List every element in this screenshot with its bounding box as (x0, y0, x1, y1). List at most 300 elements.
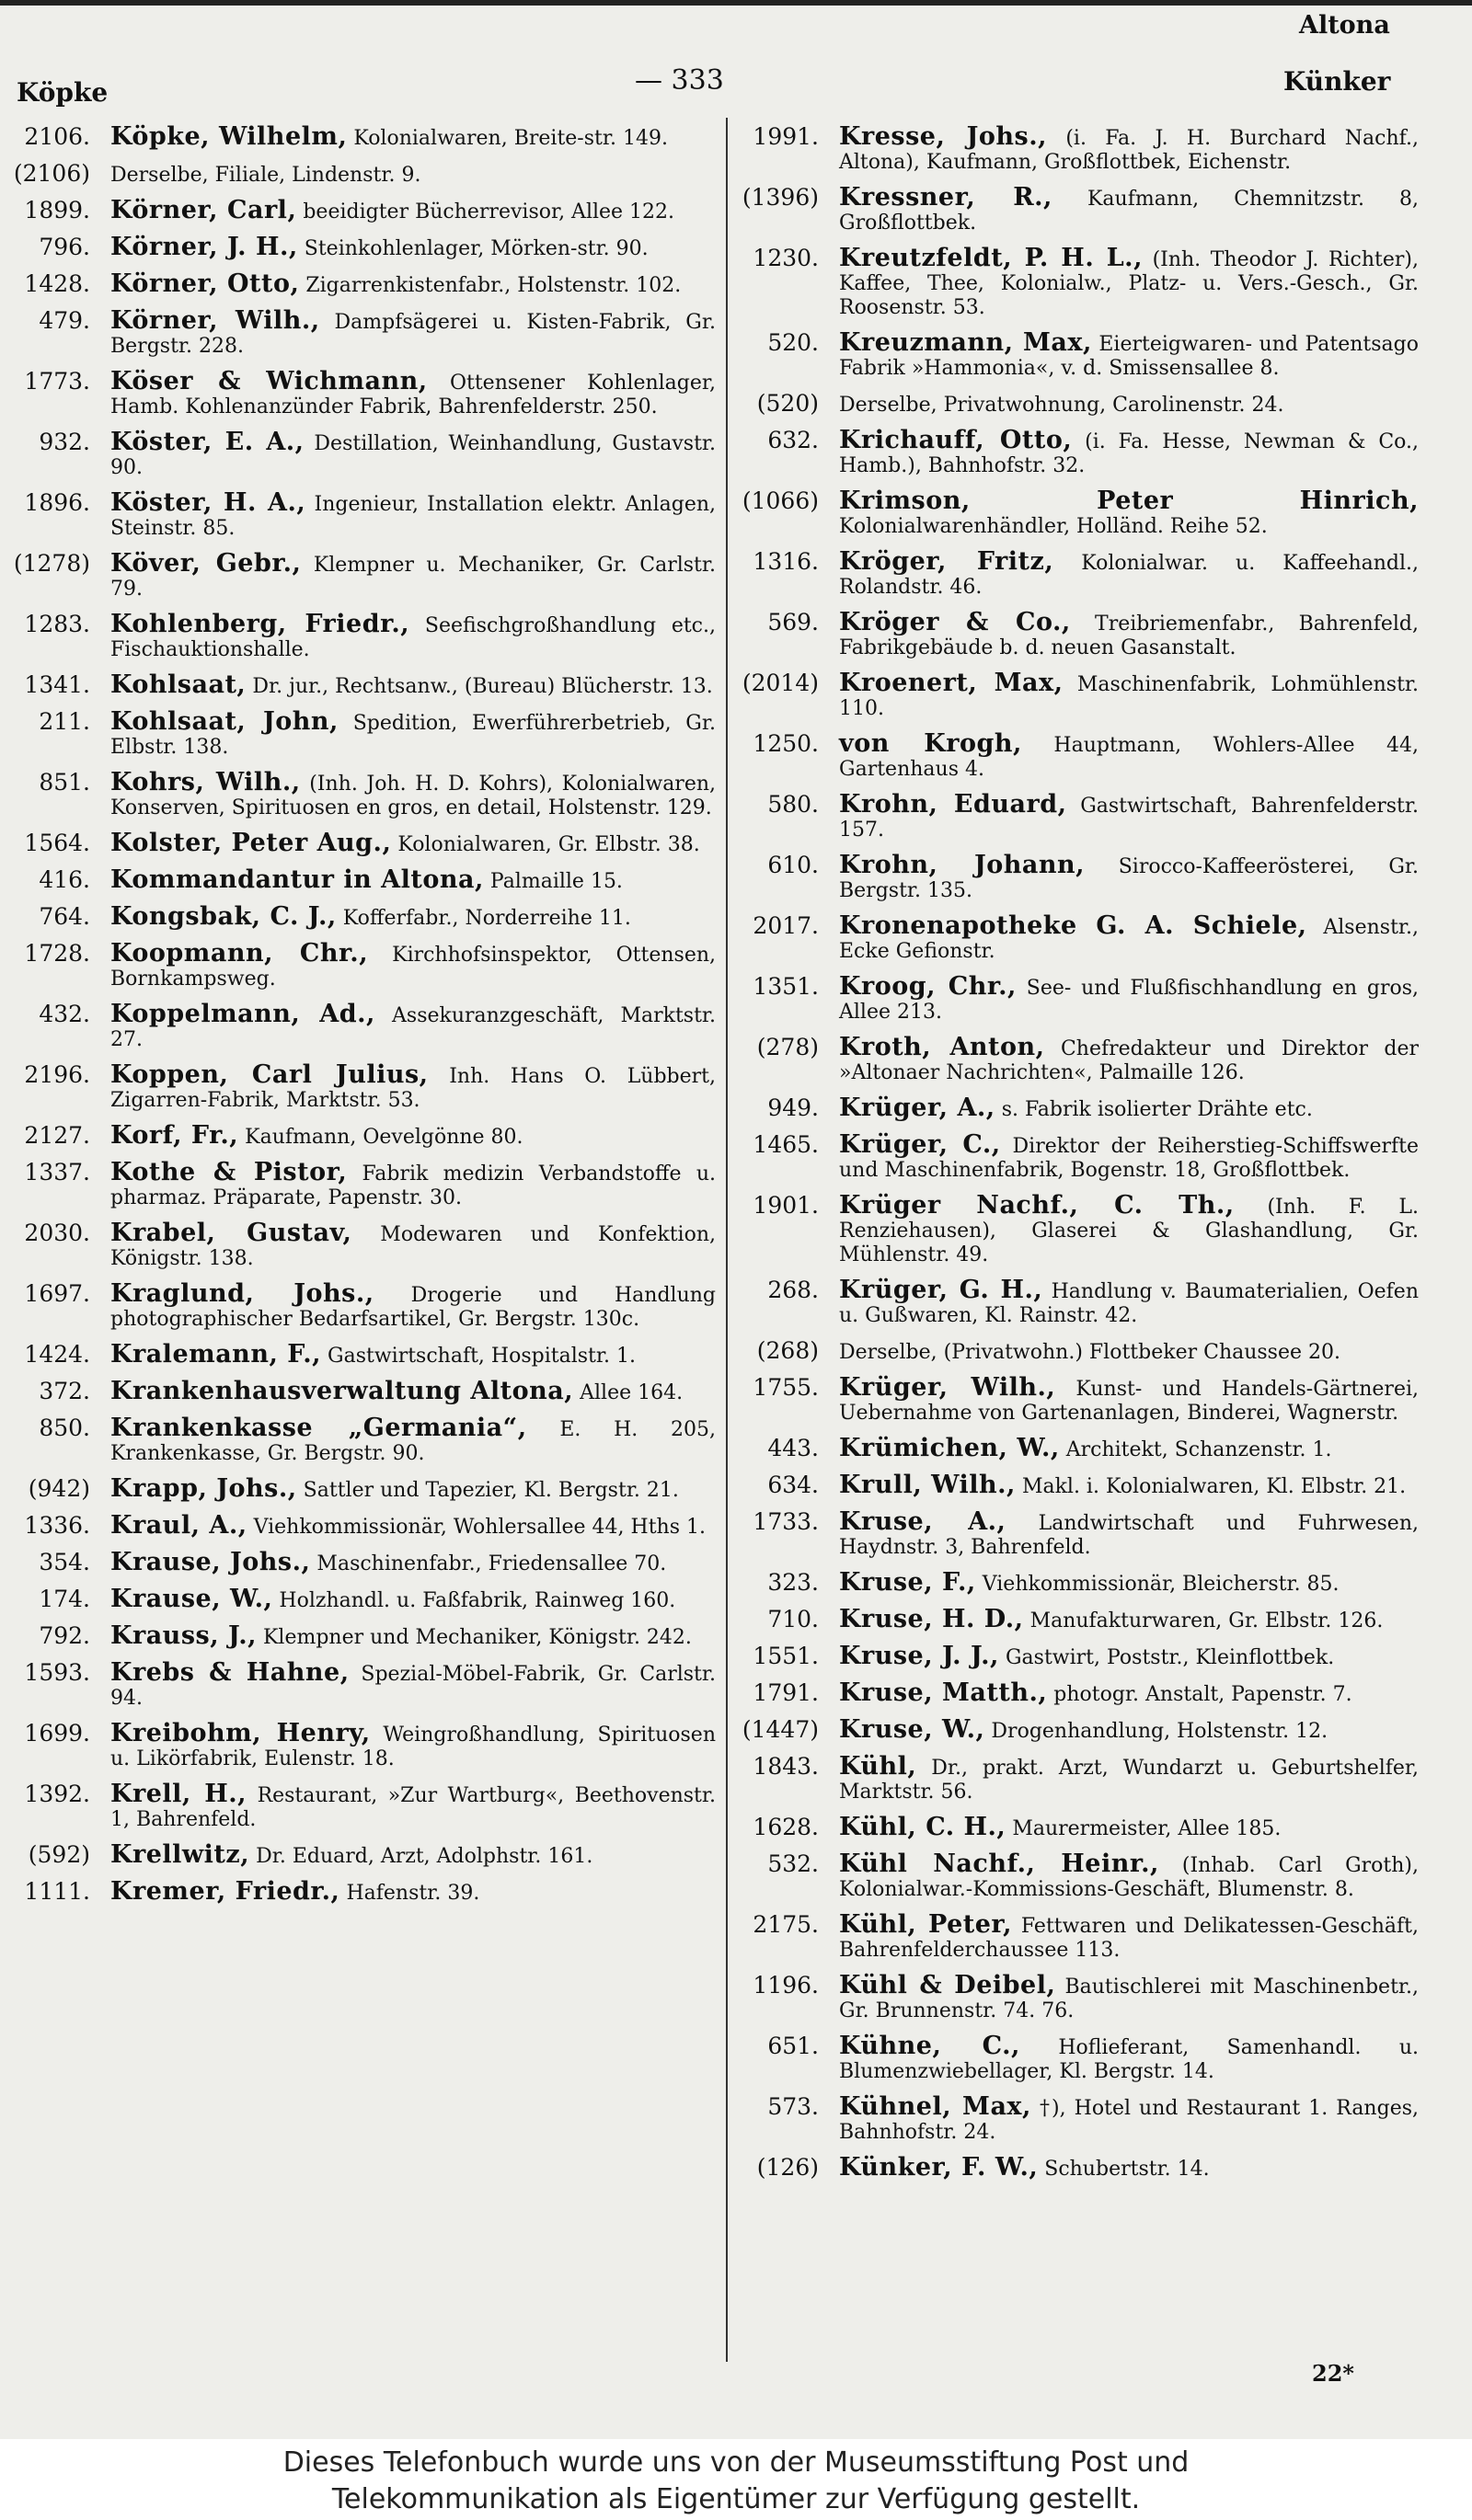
entry-phone-number: (1066) (742, 487, 819, 514)
entry-body (110, 1658, 716, 1711)
entry-body (110, 1511, 716, 1540)
entry-name: Kressner, R., (839, 183, 1052, 212)
entry-phone-number: 1733. (753, 1508, 819, 1535)
directory-entry (736, 1373, 1419, 1426)
entry-name: Krüger Nachf., C. Th., (839, 1191, 1235, 1220)
entry-phone-number: 1283. (24, 611, 90, 637)
entry-phone-number: 1755. (753, 1374, 819, 1401)
entry-body (110, 865, 716, 894)
header-right-keyword: Künker (1283, 66, 1391, 97)
entry-phone-number: 580. (767, 791, 819, 818)
entry-details: Kolonialwaren, Gr. Elbstr. 38. (397, 833, 700, 856)
entry-phone-number: 1843. (753, 1753, 819, 1780)
entry-details: Maurermeister, Allee 185. (1012, 1817, 1282, 1840)
entry-name: Kongsbak, C. J., (110, 902, 337, 931)
entry-details: Dr. jur., Rechtsanw., (Bureau) Blücherstr. 13. (252, 675, 713, 698)
entry-phone-number: 432. (39, 1001, 90, 1027)
right-column (736, 122, 1420, 2193)
entry-body (110, 430, 716, 480)
entry-body (839, 426, 1420, 478)
entry-name: Körner, Otto, (110, 269, 300, 298)
entry-phone-number: 1336. (24, 1512, 90, 1539)
entry-body (110, 196, 716, 224)
entry-phone-number: 1791. (753, 1679, 819, 1706)
entry-name: Kremer, Friedr., (110, 1877, 340, 1906)
entry-details: Schubertstr. 14. (1044, 2158, 1210, 2181)
entry-body (839, 1644, 1419, 1670)
entry-body (110, 1474, 716, 1503)
entry-details: Alsenstr., Ecke Gefionstr. (839, 916, 1419, 963)
directory-entry (736, 1971, 1419, 2023)
entry-phone-number: 354. (39, 1549, 90, 1575)
directory-entry (736, 1096, 1419, 1122)
entry-name: Krüger, C., (839, 1130, 1001, 1159)
directory-entry (736, 1852, 1419, 1902)
entry-name: Krause, Johs., (110, 1548, 311, 1576)
entry-details: Seefischgroßhandlung etc., Fischauktionshalle. (110, 614, 716, 661)
entry-body (839, 1568, 1419, 1597)
entry-body (839, 1507, 1419, 1560)
directory-entry (7, 1377, 716, 1405)
entry-details: Direktor der Reiherstieg-Schiffswerfte und Maschinenfabrik, Bogenstr. 18, Großflottbek. (839, 1135, 1419, 1182)
entry-details: (Inhab. Carl Groth), Kolonialwar.-Kommissions-Geschäft, Blumenstr. 8. (839, 1854, 1419, 1901)
entry-body (839, 183, 1419, 235)
signature-mark: 22* (1312, 2360, 1354, 2387)
entry-phone-number: 796. (39, 234, 90, 260)
entry-details: Gastwirt, Poststr., Kleinflottbek. (1005, 1646, 1335, 1669)
entry-name: Koppelmann, Ad., (110, 1000, 375, 1028)
entry-body (839, 1033, 1419, 1085)
entry-details: Modewaren und Konfektion, Königstr. 138. (110, 1223, 717, 1270)
entry-phone-number: 1773. (24, 368, 90, 395)
directory-entry (7, 162, 716, 188)
entry-body (110, 122, 716, 151)
entry-name: Köster, H. A., (110, 488, 306, 517)
entry-body (839, 1813, 1419, 1841)
entry-phone-number: 573. (767, 2093, 819, 2120)
footer-line-1: Dieses Telefonbuch wurde uns von der Museumsstiftung Post und (282, 2446, 1190, 2479)
entry-body (839, 671, 1419, 721)
directory-entry (736, 1715, 1419, 1744)
entry-body (110, 162, 716, 188)
entry-body (110, 939, 717, 991)
directory-entry (7, 367, 716, 419)
entry-body (839, 1715, 1419, 1744)
directory-entry (7, 196, 716, 224)
entry-body (110, 1158, 716, 1210)
entry-name: Krull, Wilh., (839, 1471, 1016, 1499)
entry-name: Kruse, W., (839, 1715, 985, 1744)
directory-entry (7, 831, 716, 857)
directory-entry (736, 1507, 1419, 1560)
entry-body (110, 235, 716, 261)
entry-body (839, 547, 1420, 600)
entry-body (839, 1130, 1419, 1183)
entry-name: Krebs & Hahne, (110, 1658, 350, 1687)
entry-details: Ottensener Kohlenlager, Hamb. Kohlenanzünder Fabrik, Bahrenfelderstr. 250. (110, 372, 716, 418)
entry-phone-number: (278) (756, 1034, 819, 1060)
entry-phone-number: (1278) (13, 550, 90, 577)
entry-name: Kroog, Chr., (839, 972, 1017, 1001)
entry-body (110, 1548, 716, 1576)
entry-phone-number: (942) (28, 1475, 90, 1502)
entry-name: Krabel, Gustav, (110, 1219, 352, 1247)
entry-phone-number: 569. (767, 609, 819, 636)
entry-phone-number: 1111. (24, 1878, 90, 1905)
entry-body (839, 489, 1419, 539)
entry-phone-number: (2014) (742, 670, 819, 696)
entry-body (839, 1434, 1419, 1462)
entry-body (839, 392, 1419, 418)
entry-details: Kaufmann, Chemnitzstr. 8, Großflottbek. (839, 188, 1419, 235)
directory-entry (7, 1060, 717, 1113)
entry-details: s. Fabrik isolierter Drähte etc. (1001, 1098, 1313, 1121)
column-divider (726, 118, 728, 2362)
entry-phone-number: 850. (39, 1415, 90, 1441)
entry-details: Handlung v. Baumaterialien, Oefen u. Gußwaren, Kl. Rainstr. 42. (839, 1280, 1419, 1327)
entry-details: (Inh. Theodor J. Richter), Kaffee, Thee, Kolonialw., Platz- u. Vers.-Gesch., Gr. Roosenstr. 53. (839, 248, 1419, 319)
entry-name: Krankenkasse „Germania“, (110, 1414, 527, 1442)
directory-entry (736, 1752, 1419, 1804)
directory-entry (7, 1840, 716, 1869)
entry-phone-number: 1991. (753, 123, 819, 150)
entry-details: Architekt, Schanzenstr. 1. (1065, 1438, 1332, 1461)
entry-name: Krellwitz, (110, 1840, 250, 1869)
entry-name: Körner, Carl, (110, 196, 297, 224)
footer-line-2: Telekommunikation als Eigentümer zur Verfügung gestellt. (331, 2483, 1141, 2515)
directory-entry (7, 1279, 716, 1332)
entry-details: Destillation, Weinhandlung, Gustavstr. 90. (110, 432, 717, 479)
directory-entry (7, 549, 716, 601)
entry-details: Klempner und Mechaniker, Königstr. 242. (263, 1626, 692, 1649)
directory-entry (736, 1278, 1419, 1328)
directory-entry (736, 2092, 1419, 2145)
directory-entry (736, 1473, 1419, 1499)
entry-name: Krümichen, W., (839, 1434, 1060, 1462)
entry-phone-number: (520) (756, 390, 819, 417)
entry-details: Chefredakteur und Direktor der »Altonaer Nachrichten«, Palmaille 126. (839, 1037, 1419, 1084)
entry-phone-number: 532. (767, 1850, 819, 1877)
directory-entry (7, 1658, 716, 1711)
entry-phone-number: 632. (767, 427, 819, 453)
entry-details: Dr., prakt. Arzt, Wundarzt u. Geburtshelfer, Marktstr. 56. (839, 1757, 1419, 1804)
entry-phone-number: (592) (28, 1841, 90, 1868)
directory-entry (736, 729, 1419, 782)
entry-phone-number: 268. (767, 1277, 819, 1303)
entry-body (110, 831, 716, 857)
entry-phone-number: (126) (756, 2154, 819, 2181)
entry-phone-number: 1424. (24, 1341, 90, 1368)
entry-phone-number: 1230. (753, 245, 819, 271)
entry-name: Kohlsaat, John, (110, 707, 339, 736)
entry-details: Hauptmann, Wohlers-Allee 44, Gartenhaus 4. (839, 734, 1419, 781)
entry-name: Krapp, Johs., (110, 1474, 297, 1503)
entry-details: Holzhandl. u. Faßfabrik, Rainweg 160. (279, 1589, 676, 1612)
entry-body (839, 1752, 1419, 1804)
entry-body (839, 1971, 1419, 2023)
entry-body (839, 2034, 1419, 2084)
entry-details: Dr. Eduard, Arzt, Adolphstr. 161. (256, 1845, 593, 1868)
entry-name: Krankenhausverwaltung Altona, (110, 1377, 574, 1405)
header-left-keyword: Köpke (17, 77, 109, 108)
entry-phone-number: 1465. (753, 1131, 819, 1158)
entry-name: Kolster, Peter Aug., (110, 829, 392, 857)
entry-details: Derselbe, (Privatwohn.) Flottbeker Chaussee 20. (839, 1341, 1340, 1364)
entry-name: Kothe & Pistor, (110, 1158, 348, 1186)
entry-name: Kralemann, F., (110, 1340, 321, 1369)
entry-body (110, 367, 716, 419)
entry-details: Restaurant, »Zur Wartburg«, Beethovenstr. 1, Bahrenfeld. (110, 1784, 716, 1831)
entry-body (839, 1852, 1419, 1902)
entry-details: Maschinenfabr., Friedensallee 70. (316, 1552, 667, 1575)
entry-details: Drogerie und Handlung photographischer Bedarfsartikel, Gr. Bergstr. 130c. (110, 1284, 716, 1331)
directory-entry (736, 2034, 1419, 2084)
entry-name: Kruse, A., (839, 1507, 1006, 1536)
entry-body (110, 1279, 716, 1332)
entry-name: Köser & Wichmann, (110, 367, 428, 395)
entry-details: Weingroßhandlung, Spirituosen u. Likörfabrik, Eulenstr. 18. (110, 1724, 716, 1770)
entry-details: Palmaille 15. (489, 870, 623, 893)
entry-body (110, 549, 716, 601)
entry-details: Manufakturwaren, Gr. Elbstr. 126. (1029, 1609, 1384, 1632)
directory-entry (736, 1033, 1419, 1085)
directory-entry (736, 246, 1419, 320)
directory-entry (7, 306, 716, 359)
entry-details: Viehkommissionär, Bleicherstr. 85. (982, 1573, 1340, 1596)
directory-entry (736, 1605, 1419, 1633)
entry-phone-number: 1428. (24, 270, 90, 297)
entry-details: Sirocco-Kaffeerösterei, Gr. Bergstr. 135. (839, 855, 1419, 902)
entry-details: Kunst- und Handels-Gärtnerei, Uebernahme von Gartenanlagen, Binderei, Wagnerstr. (839, 1378, 1419, 1425)
entry-body (839, 1473, 1419, 1499)
entry-body (839, 1339, 1419, 1365)
entry-name: Kruse, Matth., (839, 1678, 1048, 1707)
directory-entry (736, 2153, 1419, 2182)
entry-details: Kolonialwaren, Breite-str. 149. (353, 127, 668, 150)
directory-entry (736, 1910, 1419, 1963)
entry-phone-number: 1337. (24, 1159, 90, 1186)
entry-name: Kühne, C., (839, 2032, 1020, 2060)
entry-phone-number: (1447) (742, 1716, 819, 1743)
entry-details: Spezial-Möbel-Fabrik, Gr. Carlstr. 94. (110, 1663, 716, 1710)
entry-body (839, 729, 1419, 782)
entry-phone-number: 1593. (24, 1659, 90, 1686)
entry-phone-number: 520. (767, 329, 819, 356)
entry-body (839, 608, 1419, 660)
entry-name: Kreutzfeldt, P. H. L., (839, 244, 1143, 272)
entry-name: Kroenert, Max, (839, 669, 1064, 697)
entry-body (839, 1096, 1419, 1122)
entry-body (110, 1121, 716, 1150)
entry-details: Kolonialwar. u. Kaffeehandl., Rolandstr. 46. (839, 552, 1420, 599)
entry-phone-number: 710. (767, 1606, 819, 1632)
entry-phone-number: 1551. (753, 1643, 819, 1669)
entry-body (839, 853, 1419, 903)
entry-body (839, 1278, 1419, 1328)
entry-details: Derselbe, Filiale, Lindenstr. 9. (110, 164, 421, 187)
directory-entry (7, 610, 716, 662)
entry-body (110, 1416, 716, 1466)
directory-entry (736, 1678, 1419, 1707)
entry-body (110, 1782, 716, 1832)
entry-phone-number: (2106) (13, 160, 90, 187)
entry-name: Kraglund, Johs., (110, 1279, 374, 1308)
entry-body (839, 1191, 1419, 1267)
entry-body (110, 707, 716, 760)
entry-phone-number: 851. (39, 769, 90, 796)
entry-details: Zigarrenkistenfabr., Holstenstr. 102. (305, 274, 682, 297)
entry-phone-number: 2175. (753, 1911, 819, 1938)
entry-name: Krüger, G. H., (839, 1276, 1043, 1304)
entry-phone-number: 372. (39, 1378, 90, 1404)
entry-body (839, 1373, 1419, 1426)
entry-details: †), Hotel und Restaurant 1. Ranges, Bahnhofstr. 24. (839, 2097, 1419, 2144)
entry-name: Kroth, Anton, (839, 1033, 1045, 1061)
entry-phone-number: 1564. (24, 830, 90, 856)
entry-body (110, 1621, 716, 1650)
directory-entry (736, 972, 1419, 1025)
entry-phone-number: 1250. (753, 730, 819, 757)
entry-name: von Krogh, (839, 729, 1022, 758)
directory-entry (7, 1548, 716, 1576)
entry-body (110, 1377, 716, 1405)
entry-body (110, 1877, 716, 1906)
entry-name: Körner, J. H., (110, 233, 298, 261)
entry-name: Kresse, Johs., (839, 122, 1047, 151)
directory-entry (736, 1813, 1419, 1841)
directory-entry (736, 1130, 1419, 1183)
entry-name: Kohlsaat, (110, 670, 247, 699)
entry-name: Krüger, A., (839, 1094, 995, 1122)
entry-body (839, 2153, 1419, 2182)
directory-entry (736, 489, 1419, 539)
directory-entry (7, 430, 716, 480)
entry-details: See- und Flußfischhandlung en gros, Allee 213. (839, 977, 1419, 1024)
entry-details: Allee 164. (580, 1381, 684, 1404)
entry-phone-number: 2127. (24, 1122, 90, 1149)
entry-phone-number: 1901. (753, 1192, 819, 1219)
entry-phone-number: 416. (39, 866, 90, 893)
entry-phone-number: 1699. (24, 1720, 90, 1747)
entry-body (110, 1340, 716, 1369)
entry-phone-number: 174. (39, 1586, 90, 1612)
entry-body (839, 1605, 1419, 1633)
entry-body (839, 122, 1419, 175)
entry-name: Krichauff, Otto, (839, 426, 1073, 454)
entry-name: Kreuzmann, Max, (839, 328, 1092, 357)
entry-name: Kohrs, Wilh., (110, 768, 301, 796)
entry-phone-number: 764. (39, 903, 90, 930)
entry-body (839, 328, 1419, 381)
entry-details: Drogenhandlung, Holstenstr. 12. (991, 1720, 1328, 1743)
directory-entry (736, 122, 1419, 175)
top-border (0, 0, 1472, 6)
directory-entry (736, 426, 1420, 478)
entry-body (110, 902, 716, 931)
directory-entry (7, 235, 716, 261)
directory-entry (736, 911, 1419, 964)
directory-entry (736, 1434, 1419, 1462)
entry-details: Landwirtschaft und Fuhrwesen, Haydnstr. 3, Bahrenfeld. (839, 1512, 1419, 1559)
entry-phone-number: 1728. (24, 940, 90, 967)
entry-body (839, 246, 1419, 320)
directory-entry (7, 1221, 716, 1271)
entry-phone-number: 1392. (24, 1781, 90, 1807)
directory-entry (7, 865, 716, 894)
entry-phone-number: 1196. (753, 1972, 819, 1999)
entry-details: Spedition, Ewerführerbetrieb, Gr. Elbstr. 138. (110, 712, 716, 759)
directory-entry (7, 488, 716, 541)
entry-body (110, 610, 716, 662)
entry-body (110, 1587, 716, 1613)
entry-phone-number: 1341. (24, 671, 90, 698)
entry-name: Köster, E. A., (110, 428, 305, 456)
entry-details: Makl. i. Kolonialwaren, Kl. Elbstr. 21. (1021, 1475, 1407, 1498)
entry-details: Viehkommissionär, Wohlersallee 44, Hths 1. (253, 1516, 706, 1539)
directory-entry (736, 790, 1419, 842)
directory-entry (7, 269, 716, 298)
entry-details: Kolonialwarenhändler, Holländ. Reihe 52. (839, 515, 1268, 538)
directory-entry (7, 670, 716, 699)
entry-details: Kirchhofsinspektor, Ottensen, Bornkampsweg. (110, 944, 717, 991)
entry-details: Derselbe, Privatwohnung, Carolinenstr. 24. (839, 394, 1284, 417)
header-page-number: — 333 (635, 64, 724, 97)
entry-phone-number: 1316. (753, 548, 819, 575)
entry-name: Körner, Wilh., (110, 306, 320, 335)
entry-phone-number: 932. (39, 429, 90, 455)
entry-details: Hafenstr. 39. (346, 1882, 480, 1905)
entry-phone-number: 792. (39, 1622, 90, 1649)
entry-name: Kühl, (839, 1752, 917, 1781)
entry-body (110, 1060, 717, 1113)
entry-name: Künker, F. W., (839, 2153, 1039, 2182)
entry-details: Fettwaren und Delikatessen-Geschäft, Bahrenfelderchaussee 113. (839, 1915, 1419, 1962)
entry-name: Kronenapotheke G. A. Schiele, (839, 911, 1307, 940)
directory-entry (7, 1121, 716, 1150)
entry-phone-number: 1899. (24, 197, 90, 223)
entry-name: Kommandantur in Altona, (110, 865, 484, 894)
directory-entry (7, 1782, 716, 1832)
entry-phone-number: (268) (756, 1337, 819, 1364)
entry-phone-number: 2106. (24, 123, 90, 150)
entry-body (839, 1678, 1419, 1707)
entry-name: Kühl, C. H., (839, 1813, 1006, 1841)
entry-name: Köpke, Wilhelm, (110, 122, 348, 151)
directory-entry (736, 183, 1419, 235)
entry-details: beeidigter Bücherrevisor, Allee 122. (303, 200, 675, 223)
entry-phone-number: 949. (767, 1094, 819, 1121)
entry-phone-number: 2030. (24, 1220, 90, 1246)
entry-name: Krause, W., (110, 1585, 273, 1613)
entry-body (110, 768, 717, 820)
directory-entry (7, 707, 716, 760)
entry-body (110, 1221, 716, 1271)
entry-name: Kühl, Peter, (839, 1910, 1013, 1939)
entry-details: Fabrik medizin Verbandstoffe u. pharmaz. Präparate, Papenstr. 30. (110, 1163, 716, 1209)
directory-entry (7, 1877, 716, 1906)
entry-details: Eierteigwaren- und Patentsago Fabrik »Hammonia«, v. d. Smissensallee 8. (839, 333, 1419, 380)
entry-name: Kruse, F., (839, 1568, 976, 1597)
entry-details: Kaufmann, Oevelgönne 80. (245, 1126, 523, 1149)
entry-phone-number: (1396) (742, 184, 819, 211)
entry-details: Gastwirtschaft, Bahrenfelderstr. 157. (839, 795, 1419, 842)
entry-body (110, 1840, 716, 1869)
entry-details: Klempner u. Mechaniker, Gr. Carlstr. 79. (110, 554, 716, 601)
entry-details: photogr. Anstalt, Papenstr. 7. (1053, 1683, 1352, 1706)
entry-name: Krell, H., (110, 1780, 247, 1808)
entry-details: Gastwirtschaft, Hospitalstr. 1. (328, 1345, 636, 1368)
directory-entry (736, 328, 1419, 381)
